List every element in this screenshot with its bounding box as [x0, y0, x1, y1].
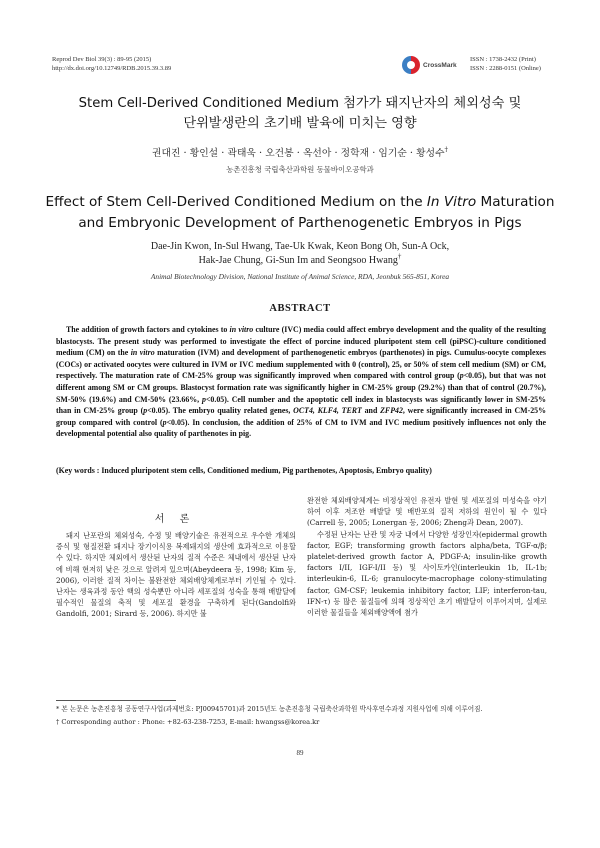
intro-paragraph: 돼지 난포란의 체외성숙, 수정 및 배양기술은 유전적으로 우수한 개체의 증식 및 형질전환 돼지나 장기이식용 복제돼지의 생산에 효과적으로 이용할 수 있다. 하지만 체외에서 생산된 난자의 질적 수준은 체내에서 생산된 난자에 비해 현저히 낮은 것으로 알려져 있으며(Abeydeera 등, 1998; Kim 등, 2006), 이러한 질적 차이는 불완전한 체외배양체계로부터 기인될 수 있다. 난자는 생육과정 동안 핵의 성숙뿐만 아니라 세포질의 성숙을 통해 배발달에 필수적인 물질의 축적 및 세포질 환경을 구축하게 된다(Gandolfi와 Gandolfi, 2001; Sirard 등, 2006). 하지만 불 — [56, 531, 296, 619]
title-segment: Maturation — [476, 194, 555, 210]
abstract-text: <0.05). Cell number and the apoptotic cell index in blastocysts was significantly lower in SM-25% than in CM-25% group ( — [56, 394, 546, 416]
korean-title-line2: 단위발생란의 초기배 발육에 미치는 영향 — [183, 116, 417, 131]
footnote-divider — [56, 700, 176, 701]
page-number: 89 — [296, 749, 304, 757]
journal-volume-line: Reprod Dev Biol 39(3) : 89-95 (2015) — [52, 56, 152, 63]
korean-title-line1: Stem Cell-Derived Conditioned Medium 첨가가 돼지난자의 체외성숙 및 — [78, 96, 522, 111]
abstract-paragraph — [56, 324, 546, 440]
journal-citation — [52, 55, 171, 73]
corresponding-author-footnote: † Corresponding author : Phone: +82-63-238-7253, E-mail: hwangss@korea.kr — [56, 718, 320, 726]
abstract-text: <0.05). In conclusion, the addition of 25% of CM to IVM and IVC medium positively influences not only the developmental potential also quality of parthenotes in pig. — [56, 417, 546, 439]
issn-print: ISSN : 1738-2432 (Print) — [470, 56, 536, 63]
abstract-italic: p — [201, 394, 206, 404]
footnotes — [56, 704, 548, 730]
intro-paragraph: 수정된 난자는 난관 및 자궁 내에서 다양한 성장인자(epidermal growth factor, EGF; transforming growth factors alpha/beta, TGF-α/β; platelet-derived growth factor A, PDGF-A; insulin-like growth factors I/II, IGF-I/II 등) 및 사이토카인(interleukin 1b, IL-1b; interleukin-6, IL-6; granulocyte-macrophage colony-stimulating factor, GM-CSF; leukemia inhibitory factor, LIF; interferon-tau, IFN-τ) 등 많은 물질들에 의해 정상적인 초기 배발달이 이루어지며, 실제로 이러한 물질들을 체외배양액에 첨가 — [307, 529, 547, 618]
english-title-line2: and Embryonic Development of Parthenogenetic Embryos in Pigs — [78, 215, 522, 231]
issn-online: ISSN : 2288-0151 (Online) — [470, 65, 541, 72]
english-title — [40, 192, 560, 234]
abstract-text: The addition of growth factors and cytokines to — [66, 325, 230, 334]
korean-authors — [40, 145, 560, 159]
intro-paragraph-continued: 완전한 체외배양체계는 비정상적인 유전자 발현 및 세포질의 미성숙을 야기하여 이후 저조한 배발달 및 배반포의 질적 저하의 원인이 될 수 있다(Carrell 등, 2005; Lonergan 등, 2006; Zheng과 Dean, 2007). — [307, 496, 547, 528]
right-column — [307, 495, 547, 618]
crossmark-badge[interactable] — [402, 54, 464, 76]
introduction-heading: 서 론 — [154, 514, 196, 525]
crossmark-label: CrossMark — [423, 61, 457, 69]
corresponding-mark: † — [444, 145, 448, 154]
abstract-text: <0.05). The embryo quality related genes, — [147, 406, 294, 416]
abstract-text: maturation (IVM) and development of parthenogenetic embryos (parthenotes) in pigs. Cumulus-oocyte complexes (COCs) or activated oocytes were cultured in IVM or IVC medium supplemented with 0 (control), 25, or 50% of stem cell medium (SM) or CM, respectively. The maturation rate of CM-25% group was significantly improved when compared with control group ( — [56, 348, 546, 381]
author-names: Hak-Jae Chung, Gi-Sun Im and Seongsoo Hwang — [198, 255, 398, 266]
abstract-text: , were significantly increased in CM-25% group compared with control ( — [56, 406, 546, 427]
abstract-text: culture (IVC) media could affect embryo development and the quality of the resulting blastocysts. The present study was performed to investigate the effect of porcine induced pluripotent stem cell (piPSC)-culture conditioned medium (CM) on the — [56, 325, 546, 358]
issn-block — [470, 55, 541, 73]
korean-author-list: 권대진 · 황인설 · 곽태욱 · 오건봉 · 옥선아 · 정학재 · 임기순 · 황성수 — [152, 148, 445, 159]
abstract-body — [56, 324, 546, 440]
left-column — [56, 530, 296, 620]
abstract-italic: p — [459, 371, 464, 381]
english-authors — [40, 240, 560, 268]
english-title-line1 — [40, 192, 560, 213]
abstract-text: and — [361, 406, 381, 416]
abstract-italic: in vitro — [130, 348, 155, 358]
title-italic-segment: In Vitro — [426, 194, 477, 210]
english-authors-line1: Dae-Jin Kwon, In-Sul Hwang, Tae-Uk Kwak, Keon Bong Oh, Sun-A Ock, — [150, 241, 450, 252]
korean-affiliation: 농촌진흥청 국립축산과학원 동물바이오공학과 — [226, 165, 374, 174]
keywords: (Key words : Induced pluripotent stem cells, Conditioned medium, Pig parthenotes, Apoptosis, Embryo quality) — [56, 466, 432, 475]
title-segment: Effect of Stem Cell-Derived Conditioned Medium on the — [45, 194, 427, 210]
abstract-heading: ABSTRACT — [269, 303, 331, 314]
corresponding-mark: † — [397, 252, 402, 261]
funding-footnote: * 본 논문은 농촌진흥청 공동연구사업(과제번호: PJ00945701)과 2015년도 농촌진흥청 국립축산과학원 박사후연수과정 지원사업에 의해 이루어짐. — [56, 705, 483, 713]
korean-title — [40, 94, 560, 134]
abstract-italic: in vitro — [229, 325, 254, 334]
abstract-italic: ZFP42 — [380, 406, 403, 416]
english-authors-line2 — [40, 254, 560, 268]
abstract-text: <0.05), but that was not different among SM or CM groups. Blastocyst formation rate was significantly higher in CM-25% group (29.2%) than that of control (20.7%), SM-50% (19.6%) and CM-50% (23.66%, — [56, 371, 546, 404]
abstract-italic: p — [162, 417, 167, 427]
abstract-italic: OCT4, KLF4, TERT — [293, 406, 362, 416]
english-affiliation: Animal Biotechnology Division, National Institute of Animal Science, RDA, Jeonbuk 565-851, Korea — [150, 272, 450, 281]
crossmark-icon — [402, 56, 420, 74]
doi-link[interactable]: http://dx.doi.org/10.12749/RDB.2015.39.3.89 — [52, 65, 172, 72]
abstract-italic: p — [143, 406, 148, 416]
